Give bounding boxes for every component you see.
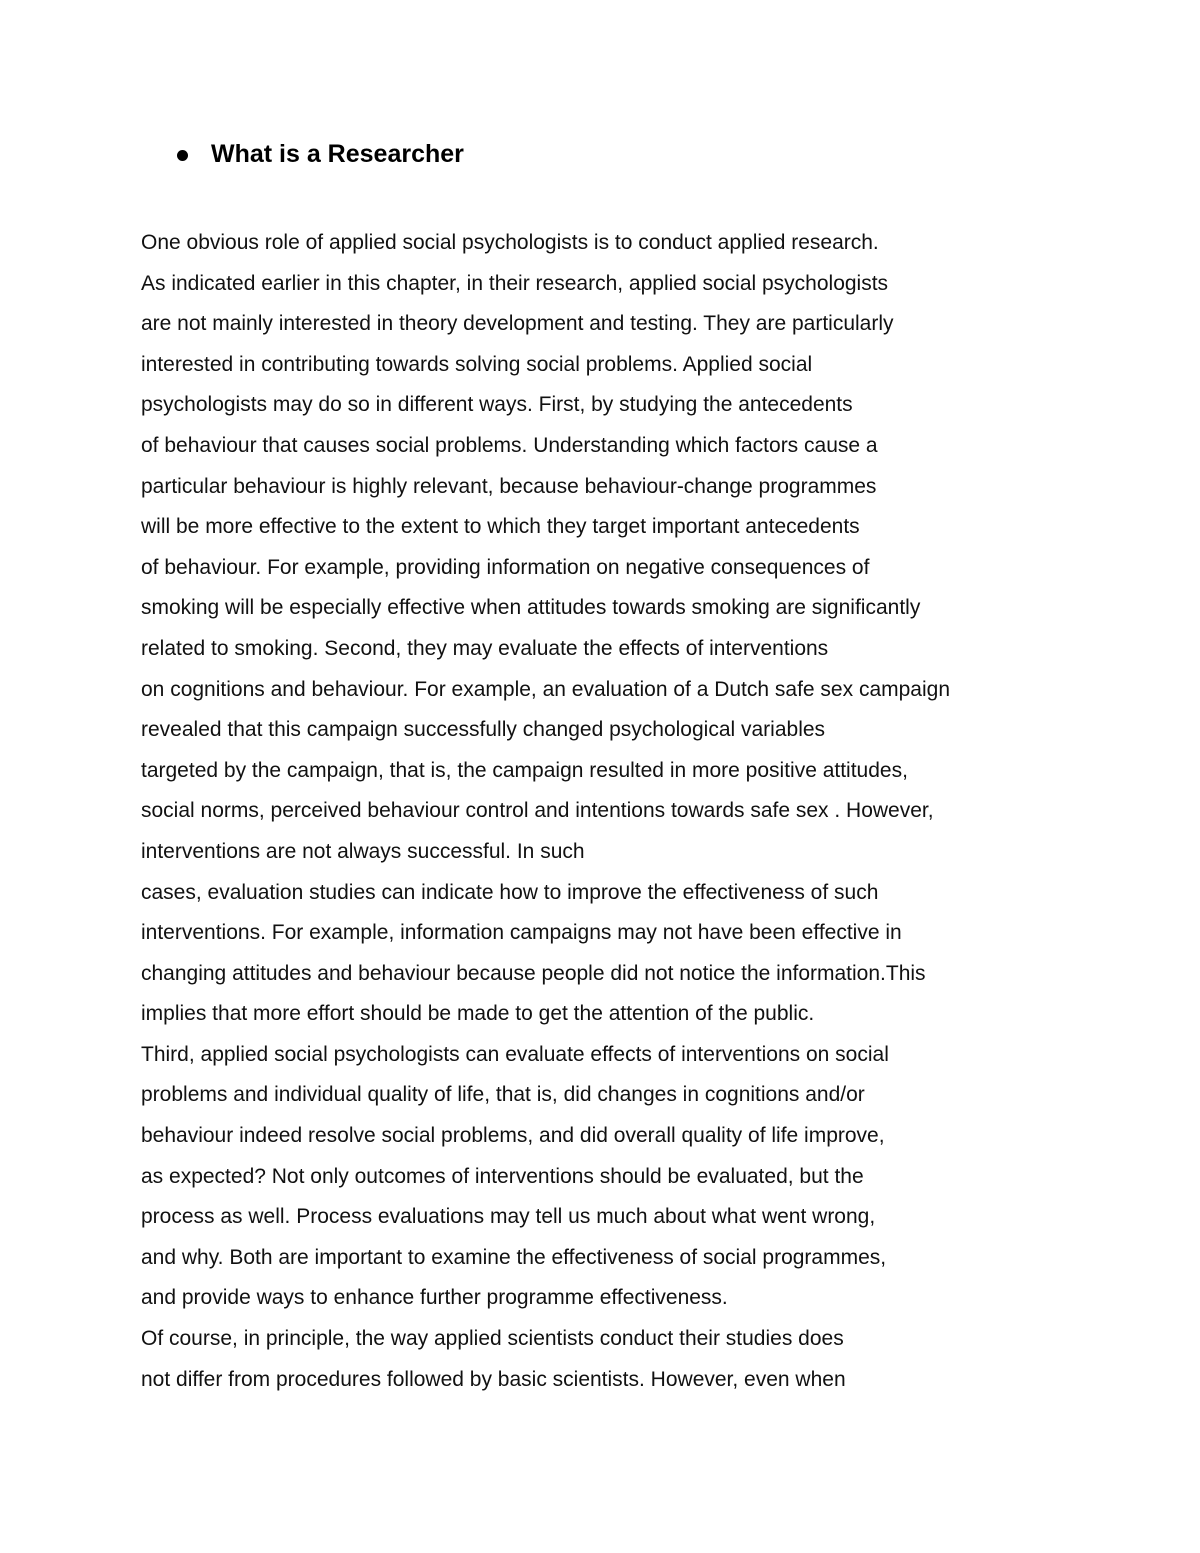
text-line: Third, applied social psychologists can evaluate effects of interventions on social <box>141 1042 889 1066</box>
text-line: of behaviour. For example, providing information on negative consequences of <box>141 555 870 579</box>
text-line: related to smoking. Second, they may evaluate the effects of interventions <box>141 636 829 660</box>
text-line: particular behaviour is highly relevant, because behaviour-change programmes <box>141 474 877 498</box>
bullet-icon <box>177 150 188 161</box>
text-line: targeted by the campaign, that is, the campaign resulted in more positive attitudes, <box>141 758 908 782</box>
text-line: implies that more effort should be made to get the attention of the public. <box>141 1002 815 1026</box>
text-line: behaviour indeed resolve social problems, and did overall quality of life improve, <box>141 1124 885 1148</box>
text-line: will be more effective to the extent to which they target important antecedents <box>141 515 860 539</box>
heading-text: What is a Researcher <box>211 140 464 168</box>
body-paragraph <box>141 223 1141 1400</box>
text-line: on cognitions and behaviour. For example, an evaluation of a Dutch safe sex campaign <box>141 677 951 701</box>
text-line: and provide ways to enhance further programme effectiveness. <box>141 1286 728 1310</box>
text-line: as expected? Not only outcomes of interventions should be evaluated, but the <box>141 1164 864 1188</box>
text-line: One obvious role of applied social psychologists is to conduct applied research. <box>141 231 879 254</box>
text-line: changing attitudes and behaviour because people did not notice the information.This <box>141 961 926 985</box>
text-line: As indicated earlier in this chapter, in their research, applied social psychologists <box>141 271 889 295</box>
text-line: interventions. For example, information campaigns may not have been effective in <box>141 921 902 945</box>
text-line: interested in contributing towards solving social problems. Applied social <box>141 352 813 376</box>
text-line: Of course, in principle, the way applied scientists conduct their studies does <box>141 1327 844 1351</box>
text-line: problems and individual quality of life, that is, did changes in cognitions and/or <box>141 1083 865 1107</box>
text-line: are not mainly interested in theory development and testing. They are particularly <box>141 312 894 336</box>
text-line: not differ from procedures followed by basic scientists. However, even when <box>141 1367 846 1391</box>
text-line: process as well. Process evaluations may tell us much about what went wrong, <box>141 1205 876 1229</box>
text-line: of behaviour that causes social problems. Understanding which factors cause a <box>141 433 878 457</box>
text-line: psychologists may do so in different ways. First, by studying the antecedents <box>141 393 853 417</box>
text-line: cases, evaluation studies can indicate how to improve the effectiveness of such <box>141 880 879 904</box>
section-heading <box>177 140 464 169</box>
text-line: social norms, perceived behaviour control and intentions towards safe sex . However, <box>141 799 934 823</box>
text-line: revealed that this campaign successfully changed psychological variables <box>141 718 826 742</box>
text-line: smoking will be especially effective when attitudes towards smoking are significantly <box>141 596 921 620</box>
text-line: interventions are not always successful. In such <box>141 839 585 863</box>
text-line: and why. Both are important to examine the effectiveness of social programmes, <box>141 1245 887 1269</box>
